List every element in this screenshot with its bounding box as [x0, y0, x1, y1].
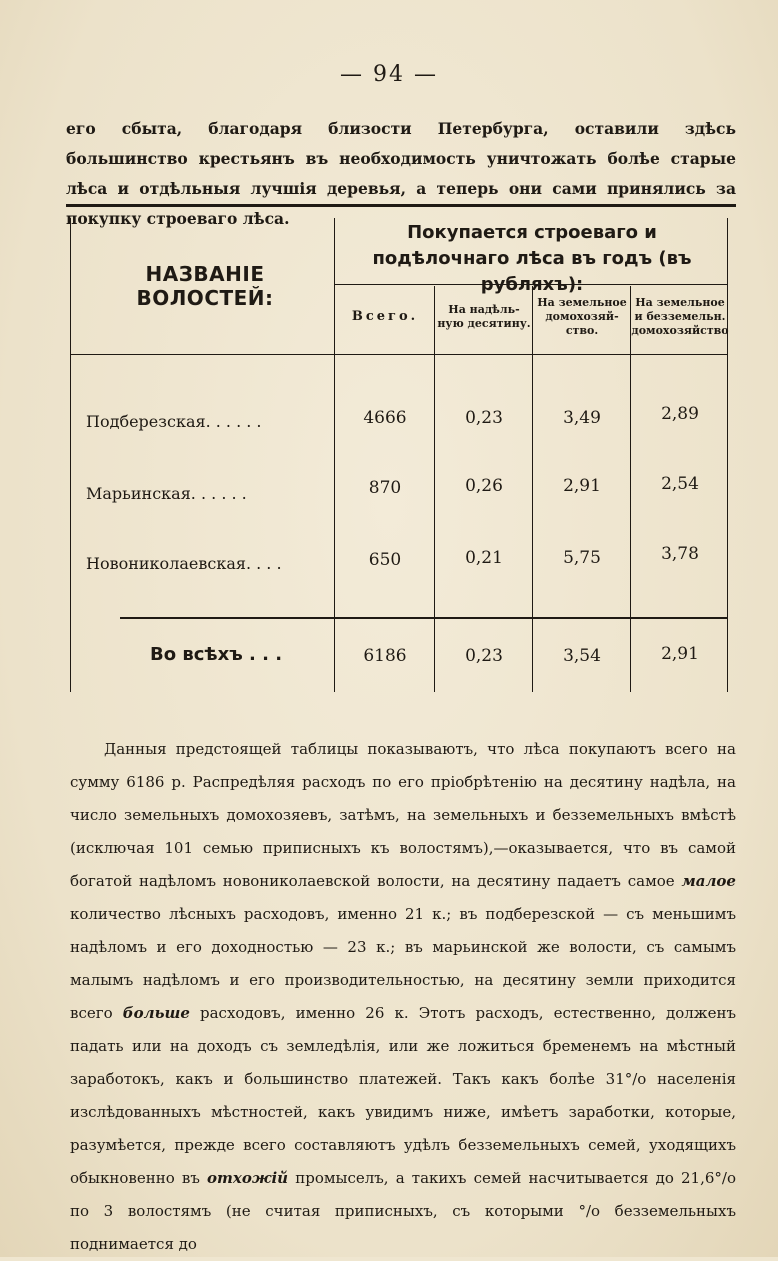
body-text-part: Данныя предстоящей таблицы показываютъ, что лѣса покупаютъ всего на сумму 6186 р. Распредѣляя расходъ по его пріобрѣтенію на десятину надѣла, на число земельныхъ домохозяевъ, затѣмъ, на земельныхъ и безземельныхъ вмѣстѣ (исключая 101 семью приписныхъ къ волостямъ),—оказывается, что въ самой богатой надѣломъ новониколаевской волости, на десятину падаетъ самое	[70, 740, 736, 890]
table-left-border	[70, 218, 71, 692]
table-divider-col3	[532, 286, 533, 692]
column-header-main: Покупается строеваго и подѣлочнаго лѣса въ годъ (въ рубляхъ):	[372, 222, 692, 295]
table-cell: 2,54	[661, 474, 699, 494]
body-paragraph	[70, 733, 736, 1261]
emphasis-text: больше	[122, 1004, 190, 1022]
row-name-maryinskaya: Марьинская. . . . . .	[86, 484, 247, 503]
column-header-names: НАЗВАНІЕ ВОЛОСТЕЙ:	[136, 262, 274, 310]
body-text-part: промыселъ, а такихъ семей насчитывается до 21,6°/о по 3 волостямъ (не считая приписныхъ, съ которыми °/о безземельныхъ поднимается до	[70, 1169, 736, 1253]
table-cell: 870	[368, 478, 402, 498]
subheader-per-desyatina: На надѣль-ную десятину.	[437, 303, 531, 330]
emphasis-text: малое	[681, 872, 736, 890]
body-text-part: расходовъ, именно 26 к. Этотъ расходъ, естественно, долженъ падать или на доходъ съ земледѣлія, или же ложиться бременемъ на мѣстный заработокъ, какъ и большинство платежей. Такъ какъ болѣе 31°/о населенія изслѣдованныхъ мѣстностей, какъ увидимъ ниже, имѣетъ заработки, которые, разумѣется, прежде всего составляютъ удѣлъ безземельныхъ семей, уходящихъ обыкновенно въ	[70, 1004, 736, 1187]
table-cell: 2,91	[661, 644, 699, 664]
emphasis-text: отхожій	[207, 1169, 289, 1187]
table-cell: 0,26	[465, 476, 503, 496]
body-text-part: количество лѣсныхъ расходовъ, именно 21 к.; въ подберезской — съ меньшимъ надѣломъ и его доходностью — 23 к.; въ марьинской же волости, съ самымъ малымъ надѣломъ и его производительностью, на десятину земли приходится всего	[70, 905, 736, 1022]
table-cell: 0,23	[465, 408, 503, 428]
table-cell: 650	[368, 550, 402, 570]
row-name-podberezskaya: Подберезская. . . . . .	[86, 412, 262, 431]
table-divider-col4	[630, 286, 631, 692]
table-cell: 3,49	[563, 408, 601, 428]
table-top-rule	[66, 204, 736, 207]
row-name-novonikolaevskaya: Новониколаевская. . . .	[86, 554, 282, 573]
subheader-total: Всего.	[351, 309, 419, 324]
table-cell: 4666	[363, 408, 407, 428]
table-cell: 5,75	[563, 548, 601, 568]
table-cell: 2,91	[563, 476, 601, 496]
table-cell: 6186	[363, 646, 407, 666]
header-bottom-rule	[70, 354, 728, 355]
page-number: — 94 —	[340, 62, 438, 87]
table-cell: 2,89	[661, 404, 699, 424]
total-rule	[120, 617, 728, 619]
table-cell: 0,21	[465, 548, 503, 568]
total-row-label: Во всѣхъ . . .	[150, 644, 283, 665]
table-cell: 0,23	[465, 646, 503, 666]
intro-paragraph: его сбыта, благодаря близости Петербурга, оставили здѣсь большинство крестьянъ въ необходимость уничтожать болѣе старые лѣса и отдѣльныя лучшія деревья, а теперь они сами принялись за покупку строеваго лѣса.	[66, 119, 736, 228]
table-cell: 3,54	[563, 646, 601, 666]
subheader-per-landed-household: На земельное домохозяй-ство.	[537, 296, 627, 337]
table-divider-col2	[434, 286, 435, 692]
table-cell: 3,78	[661, 544, 699, 564]
subheader-per-all-households: На земельное и безземельн. домохозяйство	[631, 296, 729, 337]
